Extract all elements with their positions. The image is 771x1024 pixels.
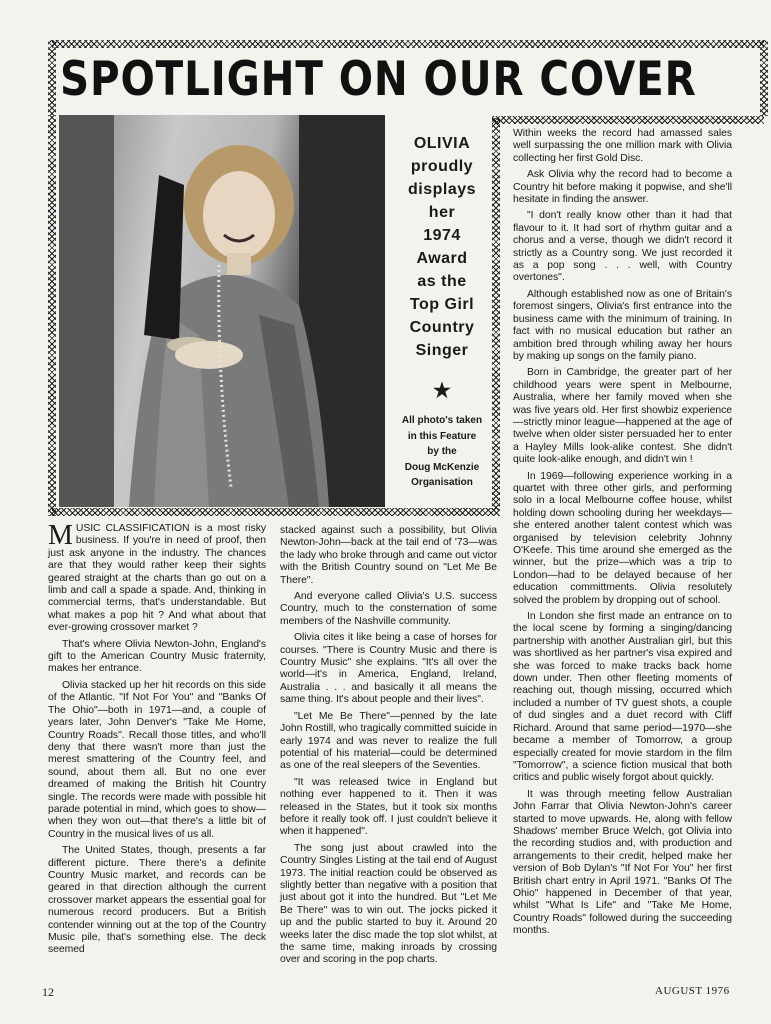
paragraph: Born in Cambridge, the greater part of her childhood years were spent in Melbourne, Australia, where her family moved when she was five years old. Her first showbiz experience—strictly minor league—happened at the age of twelve when older sister persuaded her to enter a Hayley Mills look-alike contest. She didn't quite look-alike enough, and didn't win !	[513, 367, 732, 466]
caption-line: OLIVIA	[413, 135, 471, 152]
article-column-1	[48, 520, 266, 961]
credit-line: Doug McKenzie	[404, 461, 480, 473]
article-column-2	[280, 525, 497, 971]
cover-photo-illustration	[59, 115, 385, 507]
paragraph: Olivia stacked up her hit records on this side of the Atlantic. "If Not For You" and "Banks Of The Ohio"—both in 1971—and, a couple of years later, John Denver's "Take Me Home, Country Roads". Recall those titles, and who'll deny that there wasn't more than just the merest smattering of the Country feel, and sound, about them all. But no one ever dreamed of making the British hit Country single. The records were made with possible hit parade potential in mind, which goes to show—when they won out—that there's a little bit of Country in the musical lives of us all.	[48, 679, 266, 840]
article-column-3	[513, 128, 732, 942]
caption-line: Country	[409, 319, 475, 336]
paragraph: The song just about crawled into the Country Singles Listing at the tail end of August 1973. The initial reaction could be observed as slightly better than negative with a position that just about got it into the hundred. But "Let Me Be There" was to win out. The jocks picked it up and the public started to buy it. Around 20 weeks later the disc made the top slot whilst, at the same time, making inroads by crossing over and scoring in the pop charts.	[280, 842, 497, 966]
top-border	[52, 40, 764, 48]
headline: SPOTLIGHT ON OUR COVER	[60, 52, 697, 107]
caption-line: displays	[407, 181, 477, 198]
paragraph: stacked against such a possibility, but Olivia Newton-John—back at the tail end of '73—was the lady who broke through and came out victor with the British Country sound on "Let Me Be There".	[280, 525, 497, 586]
paragraph: It was through meeting fellow Australian John Farrar that Olivia Newton-John's career started to move upwards. He, along with fellow Shadows' member Bruce Welch, got Olivia into the recording studios and, with production and arrangements to their credit, helped make her version of Bob Dylan's "If Not For You" her first British chart entry in April 1971. "Banks Of The Ohio" happened in December of that year, whilst "What Is Life" and "Take Me Home, Country Roads" followed during the succeeding months.	[513, 788, 732, 937]
credit-line: in this Feature	[407, 430, 477, 442]
paragraph: Within weeks the record had amassed sales well surpassing the one million mark with Olivia collecting her first Gold Disc.	[513, 128, 732, 164]
caption-top-border	[492, 116, 764, 124]
credit-line: by the	[427, 446, 457, 457]
caption-line: Award	[416, 250, 468, 267]
caption-line: Singer	[415, 342, 469, 359]
paragraph: Olivia cites it like being a case of horses for courses. "There is Country Music and there is Country Music" she explains. "It's all over the world—it's in America, England, Ireland, Australia . . . and basically it all means the same thing. It's about people and their lives".	[280, 632, 497, 706]
paragraph: Although established now as one of Britain's foremost singers, Olivia's first entrance into the business came with the minimum of training. In fact with no musical education but rather an ambition bred through whiling away her hours by making up songs on the family piano.	[513, 288, 732, 362]
left-border-top	[48, 40, 56, 116]
credit-line: All photo's taken	[401, 415, 483, 426]
paragraph-text: USIC CLASSIFICATION is a most risky business. If you're in need of proof, then just ask anyone in the industry. The chances are that they would rather keep their sights geared straight at the charts than go out on a limb and call a spade a spade. And, thinking in commercial terms, that's understandable. But what makes a pop hit ? And what about that ever-growing crossover market ?	[48, 523, 266, 634]
right-border-top	[760, 40, 768, 116]
caption-line: as the	[417, 273, 467, 290]
paragraph: And everyone called Olivia's U.S. success Country, much to the consternation of some members of the Nashville community.	[280, 591, 497, 627]
paragraph	[48, 520, 266, 635]
paragraph: That's where Olivia Newton-John, England's gift to the American Country Music fraternity, makes her entrance.	[48, 638, 266, 675]
paragraph: The United States, though, presents a far different picture. There there's a definite Country Music market, and records can be geared in that direction although the current crossover market appears the essential goal for numerous record producers. But a British contender winning out at the top of the Country Music pile, that's something else. The deck seemed	[48, 845, 266, 956]
left-border-photo	[48, 116, 56, 516]
bottom-border-photo	[52, 508, 500, 516]
paragraph: In 1969—following experience working in a quartet with three other girls, and performing solo in a local Melbourne coffee house, whilst holding down schooling during her weekdays—she entered another talent contest which was organised by television celebrity Johnny O'Keefe. This time around she emerged as the winner, but the prize—which was a trip to London—had to be delayed because of her education committments. Olivia resolutely solved the problem by dropping out of school.	[513, 470, 732, 606]
paragraph: "Let Me Be There"—penned by the late John Rostill, who tragically committed suicide in early 1974 and was never to realize the full potential of his material—could be determined as one of the real sleepers of the Seventies.	[280, 710, 497, 772]
caption-line: her	[428, 204, 456, 221]
star-icon: ★	[433, 380, 451, 402]
paragraph: "It was released twice in England but nothing ever happened to it. Then it was released in the States, but it took six months before it really took off. I just couldn't believe it when it happened".	[280, 776, 497, 838]
credit-line: Organisation	[411, 477, 473, 488]
paragraph: Ask Olivia why the record had to become a Country hit before making it popwise, and she'll hesitate in finding the answer.	[513, 169, 732, 206]
caption-line: proudly	[410, 158, 474, 175]
photo-caption	[392, 132, 492, 491]
cover-photo	[59, 115, 385, 507]
issue-date: AUGUST 1976	[655, 985, 730, 997]
caption-line: 1974	[423, 227, 461, 244]
paragraph: In London she first made an entrance on to the local scene by forming a singing/dancing partnership with another Australian girl, but this was shortlived as her partner's visa expired and she was forced to make tracks back home down under. Then other fleeting moments of reaching out, though missing, occurred which included a number of TV guest shots, a couple of dud singles and a duet record with Cliff Richard. Around that same period—1970—she became a member of Tomorrow, a group especially created for movie stardom in the film "Tomorrow", a science fiction musical that both critics and public wisely forgot about quickly.	[513, 611, 732, 784]
page-number: 12	[42, 985, 54, 999]
paragraph: "I don't really know other than it had that flavour to it. It had sort of rhythm guitar and a chorus and a verse, though we didn't record it strictly as a Country song. We just recorded it as a pop song . . . well, with Country overtones".	[513, 210, 732, 284]
drop-cap: M	[48, 520, 73, 551]
caption-right-border	[492, 118, 500, 510]
caption-line: Top Girl	[409, 296, 475, 313]
